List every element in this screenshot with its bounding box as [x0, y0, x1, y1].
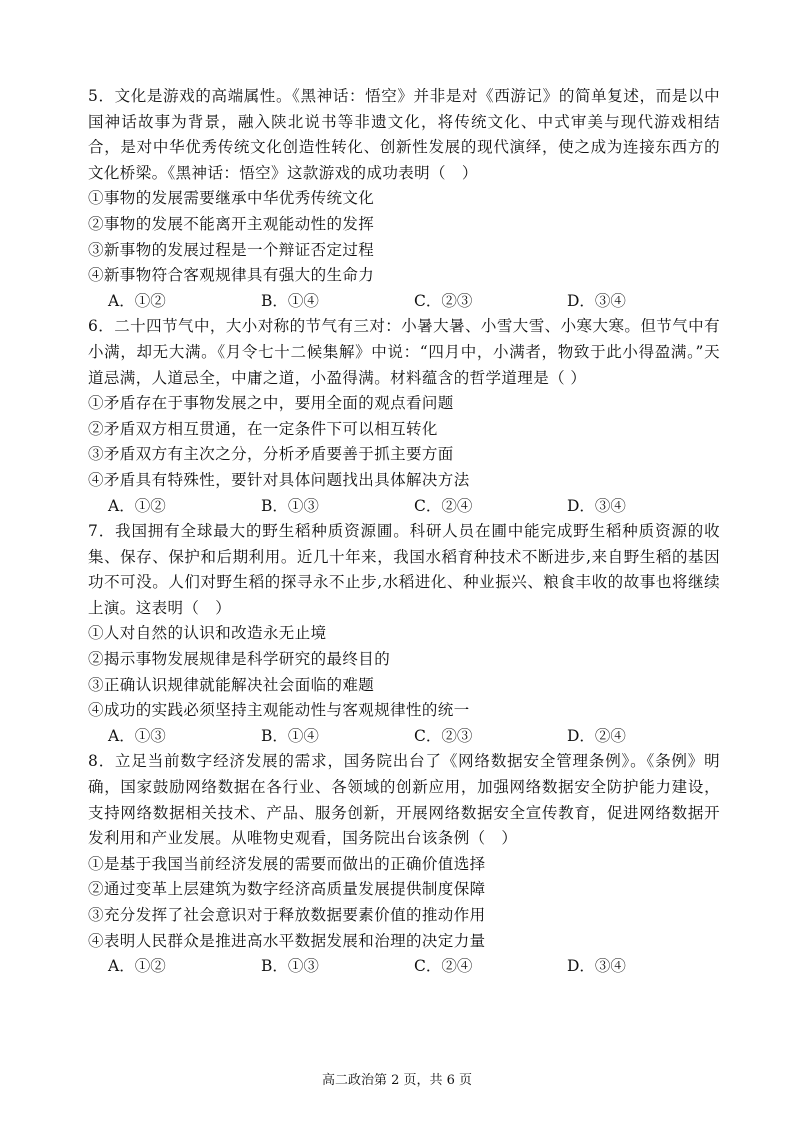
- statement-3: ③新事物的发展过程是一个辩证否定过程: [88, 240, 375, 259]
- statement-1: ①矛盾存在于事物发展之中，要用全面的观点看问题: [88, 394, 454, 413]
- question-7: [88, 519, 720, 749]
- statement-2: ②揭示事物发展规律是科学研究的最终目的: [88, 650, 391, 669]
- choice-a: A．①②: [108, 496, 166, 515]
- question-6: [88, 314, 720, 519]
- choice-d: D．③④: [567, 957, 626, 976]
- statement-2: ②通过变革上层建筑为数字经济高质量发展提供制度保障: [88, 880, 486, 899]
- choice-b: B．①③: [261, 496, 319, 515]
- statement-2: ②矛盾双方相互贯通，在一定条件下可以相互转化: [88, 419, 438, 438]
- choice-d: D．②④: [567, 726, 626, 745]
- exam-page: [88, 84, 720, 980]
- choice-a: A．①③: [108, 726, 166, 745]
- statement-2: ②事物的发展不能离开主观能动性的发挥: [88, 214, 375, 233]
- choice-c: C．②④: [414, 957, 473, 976]
- question-stem: 7．我国拥有全球最大的野生稻种质资源圃。科研人员在圃中能完成野生稻种质资源的收集、保存、保护和后期利用。近几十年来，我国水稻育种技术不断进步,来自野生稻的基因功不可没。人们对野生稻的探寻永不止步,水稻进化、种业振兴、粮食丰收的故事也将继续上演。这表明（ ）: [88, 522, 720, 617]
- statement-1: ①是基于我国当前经济发展的需要而做出的正确价值选择: [88, 854, 486, 873]
- question-5: [88, 84, 720, 314]
- choice-c: C．②④: [414, 496, 473, 515]
- question-stem: 6．二十四节气中，大小对称的节气有三对：小暑大暑、小雪大雪、小寒大寒。但节气中有小满，却无大满。《月令七十二候集解》中说：“四月中，小满者，物致于此小得盈满。”天道忌满，人道忌全，中庸之道，小盈得满。材料蕴含的哲学道理是（ ）: [88, 317, 720, 387]
- choice-c: C．②③: [414, 291, 473, 310]
- choice-d: D．③④: [567, 291, 626, 310]
- choice-a: A．①②: [108, 957, 166, 976]
- statement-1: ①事物的发展需要继承中华优秀传统文化: [88, 189, 375, 208]
- choice-a: A．①②: [108, 291, 166, 310]
- answer-choices: [88, 724, 720, 750]
- statement-4: ④成功的实践必须坚持主观能动性与客观规律性的统一: [88, 701, 470, 720]
- statement-4: ④新事物符合客观规律具有强大的生命力: [88, 266, 375, 285]
- question-8: [88, 749, 720, 979]
- statement-4: ④矛盾具有特殊性，要针对具体问题找出具体解决方法: [88, 470, 470, 489]
- statement-3: ③正确认识规律就能解决社会面临的难题: [88, 675, 375, 694]
- statement-3: ③充分发挥了社会意识对于释放数据要素价值的推动作用: [88, 906, 486, 924]
- answer-choices: [88, 289, 720, 315]
- question-stem: 5．文化是游戏的高端属性。《黑神话：悟空》并非是对《西游记》的简单复述，而是以中国神话故事为背景，融入陕北说书等非遗文化，将传统文化、中式审美与现代游戏相结合，是对中华优秀传统文化创造性转化、创新性发展的现代演绎，使之成为连接东西方的文化桥梁。《黑神话：悟空》这款游戏的成功表明（ ）: [88, 87, 720, 182]
- choice-c: C．②③: [414, 726, 473, 745]
- statement-4: ④表明人民群众是推进高水平数据发展和治理的决定力量: [88, 931, 486, 950]
- statement-1: ①人对自然的认识和改造永无止境: [88, 624, 327, 643]
- statement-3: ③矛盾双方有主次之分，分析矛盾要善于抓主要方面: [88, 445, 454, 464]
- answer-choices: [88, 954, 720, 980]
- question-stem: 8．立足当前数字经济发展的需求，国务院出台了《网络数据安全管理条例》。《条例》明确，国家鼓励网络数据在各行业、各领域的创新应用，加强网络数据安全防护能力建设，支持网络数据相关技术、产品、服务创新，开展网络数据安全宣传教育，促进网络数据开发利用和产业发展。从唯物史观看，国务院出台该条例（ ）: [88, 752, 720, 848]
- choice-b: B．①④: [261, 726, 319, 745]
- page-footer: 高二政治第 2 页，共 6 页: [321, 1073, 473, 1088]
- choice-d: D．③④: [567, 496, 626, 515]
- answer-choices: [88, 494, 720, 520]
- choice-b: B．①③: [261, 957, 319, 976]
- choice-b: B．①④: [261, 291, 319, 310]
